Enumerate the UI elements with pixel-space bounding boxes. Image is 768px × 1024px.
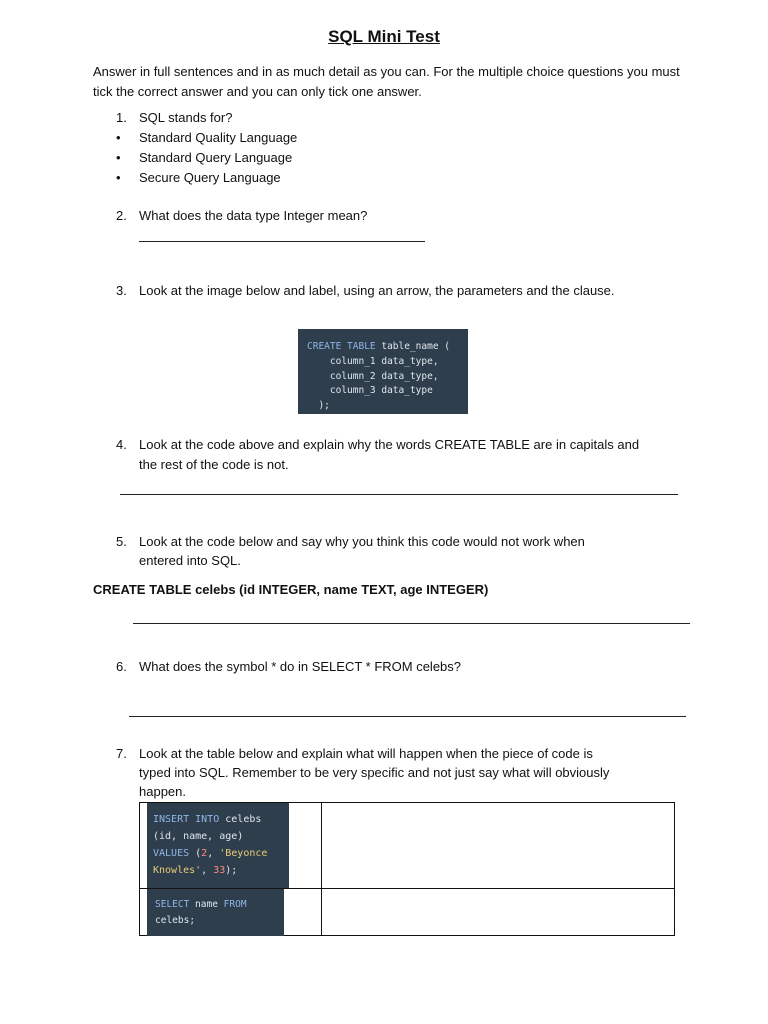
code-keyword: INSERT INTO — [153, 814, 220, 825]
code-line: ); — [307, 400, 330, 412]
answer-cell-2[interactable] — [323, 889, 673, 935]
question-4-number: 4. — [116, 437, 127, 452]
answer-cell-1[interactable] — [323, 803, 673, 887]
code-line: column_3 data_type — [307, 385, 433, 397]
code-text: table_name ( — [375, 341, 450, 352]
question-7-number: 7. — [116, 746, 127, 761]
bullet-icon: • — [116, 150, 121, 165]
question-1-text: SQL stands for? — [139, 110, 233, 125]
code-image-insert — [147, 803, 289, 888]
option-1[interactable]: Standard Quality Language — [139, 130, 298, 145]
code-text: celebs; — [155, 915, 196, 926]
code-number: 2 — [201, 848, 208, 859]
question-5-number: 5. — [116, 534, 127, 549]
code-line: column_2 data_type, — [307, 370, 439, 382]
option-3[interactable]: Secure Query Language — [139, 170, 281, 185]
sql-statement: CREATE TABLE celebs (id INTEGER, name TEXT, age INTEGER) — [93, 582, 489, 597]
answer-line-5[interactable] — [133, 623, 690, 624]
question-2-number: 2. — [116, 208, 127, 223]
code-keyword: SELECT — [155, 899, 190, 910]
table-divider-vertical — [321, 803, 322, 935]
bullet-icon: • — [116, 170, 121, 185]
code-keyword: CREATE TABLE — [307, 341, 376, 352]
code-image-create-table — [298, 329, 468, 414]
code-text: celebs — [219, 814, 262, 825]
question-6-text: What does the symbol * do in SELECT * FROM celebs? — [139, 659, 462, 674]
answer-line-2[interactable] — [139, 241, 425, 242]
code-line: column_1 data_type, — [307, 355, 439, 367]
question-2-text: What does the data type Integer mean? — [139, 208, 368, 223]
code-text: ); — [225, 865, 238, 876]
question-3-number: 3. — [116, 283, 127, 298]
page-title: SQL Mini Test — [328, 27, 440, 46]
question-7-line-3: happen. — [139, 784, 186, 799]
code-text: , — [207, 848, 220, 859]
answer-line-4[interactable] — [120, 494, 678, 495]
code-keyword: FROM — [223, 899, 247, 910]
answer-line-6[interactable] — [129, 716, 686, 717]
question-5-line-2: entered into SQL. — [139, 553, 241, 568]
option-2[interactable]: Standard Query Language — [139, 150, 293, 165]
question-3-text: Look at the image below and label, using an arrow, the parameters and the clause. — [139, 283, 615, 298]
code-number: 33 — [213, 865, 226, 876]
question-4-line-2: the rest of the code is not. — [139, 457, 289, 472]
code-string: 'Beyonce — [219, 848, 268, 859]
question-6-number: 6. — [116, 659, 127, 674]
question-4-line-1: Look at the code above and explain why the words CREATE TABLE are in capitals and — [139, 437, 640, 452]
question-7-line-2: typed into SQL. Remember to be very specific and not just say what will obviously — [139, 765, 610, 780]
instructions-text: Answer in full sentences and in as much detail as you can. For the multiple choice questions you must tick the correct answer and you can only tick one answer. — [93, 64, 680, 99]
code-text: ( — [189, 848, 202, 859]
question-7-line-1: Look at the table below and explain what will happen when the piece of code is — [139, 746, 593, 761]
code-keyword: VALUES — [153, 848, 190, 859]
code-image-select — [147, 889, 284, 936]
code-text: name — [189, 899, 224, 910]
question-5-line-1: Look at the code below and say why you think this code would not work when — [139, 534, 585, 549]
answer-table — [139, 802, 675, 936]
bullet-icon: • — [116, 130, 121, 145]
code-text: , — [201, 865, 214, 876]
question-1-number: 1. — [116, 110, 127, 125]
code-string: Knowles' — [153, 865, 202, 876]
code-text: (id, name, age) — [153, 831, 244, 842]
